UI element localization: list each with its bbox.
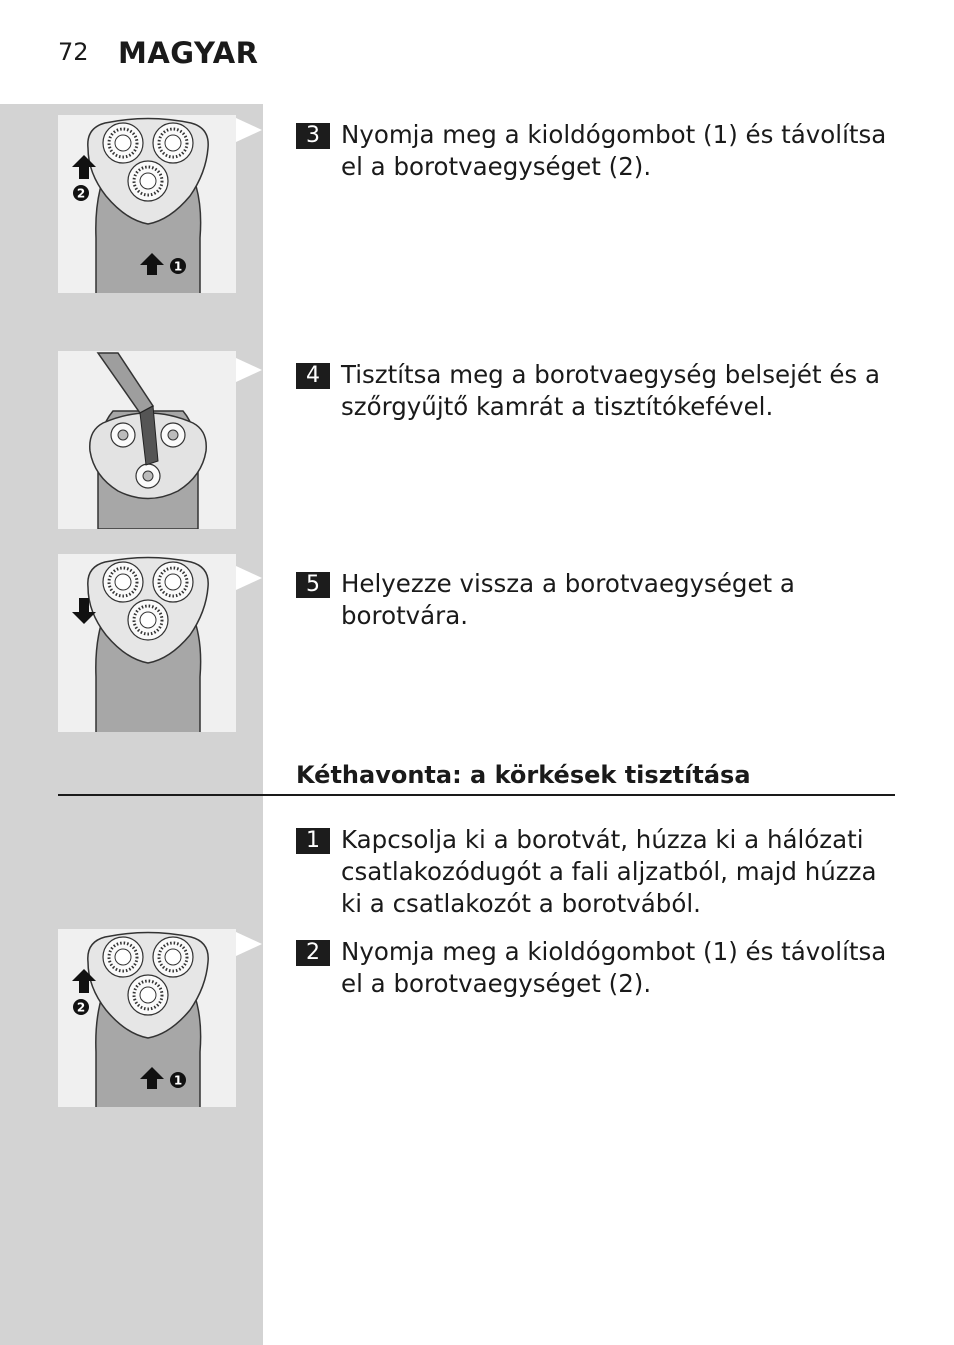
step-4: [296, 359, 896, 423]
section-divider: [58, 794, 895, 796]
step-3: [296, 119, 896, 183]
figure-brush-cleaning: [58, 351, 236, 529]
callout-1-label: 1: [173, 259, 183, 274]
figure-pointer: [236, 358, 262, 382]
step-number: 5: [296, 572, 330, 598]
step-number: 4: [296, 363, 330, 389]
callout-2-label: 2: [76, 1000, 86, 1015]
step-number: 2: [296, 940, 330, 966]
figure-remove-shaving-unit: [58, 929, 236, 1107]
step-text: Kapcsolja ki a borotvát, húzza ki a hálózati csatlakozódugót a fali aljzatból, majd húzza ki a csatlakozót a borotvából.: [341, 825, 877, 918]
step-1: [296, 824, 896, 920]
section-heading: Kéthavonta: a körkések tisztítása: [296, 761, 751, 789]
language-section-title: MAGYAR: [118, 36, 259, 70]
callout-1-label: 1: [173, 1073, 183, 1088]
step-number: 3: [296, 123, 330, 149]
step-text: Nyomja meg a kioldógombot (1) és távolítsa el a borotvaegységet (2).: [341, 120, 887, 181]
figure-remove-shaving-unit: [58, 115, 236, 293]
figure-replace-shaving-unit: [58, 554, 236, 732]
step-text: Tisztítsa meg a borotvaegység belsejét és a szőrgyűjtő kamrát a tisztítókefével.: [341, 360, 880, 421]
figure-pointer: [236, 118, 262, 142]
figure-pointer: [236, 932, 262, 956]
figure-pointer: [236, 566, 262, 590]
step-text: Nyomja meg a kioldógombot (1) és távolítsa el a borotvaegységet (2).: [341, 937, 887, 998]
step-2: [296, 936, 896, 1000]
page-number: 72: [58, 38, 89, 66]
callout-2-label: 2: [76, 186, 86, 201]
step-5: [296, 568, 896, 632]
step-text: Helyezze vissza a borotvaegységet a borotvára.: [341, 569, 795, 630]
step-number: 1: [296, 828, 330, 854]
